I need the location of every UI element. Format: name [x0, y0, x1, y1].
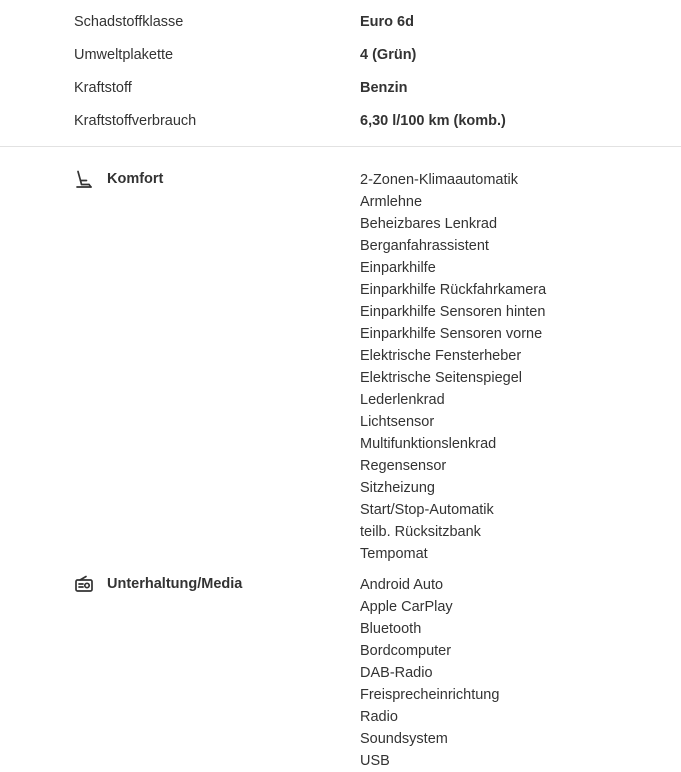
- car-seat-icon: [74, 169, 94, 189]
- spec-value: 6,30 l/100 km (komb.): [360, 113, 506, 129]
- list-item: DAB-Radio: [360, 665, 433, 681]
- category-title: Komfort: [107, 171, 164, 187]
- spec-label: Schadstoffklasse: [74, 14, 184, 30]
- spec-value: 4 (Grün): [360, 47, 417, 63]
- list-item: Armlehne: [360, 194, 423, 210]
- list-item: Berganfahrassistent: [360, 238, 489, 254]
- list-item: Elektrische Fensterheber: [360, 348, 522, 364]
- category-title: Unterhaltung/Media: [107, 576, 243, 592]
- list-item: Freisprecheinrichtung: [360, 687, 500, 703]
- list-item: Regensensor: [360, 458, 447, 474]
- list-item: Einparkhilfe: [360, 260, 436, 276]
- list-item: Einparkhilfe Sensoren hinten: [360, 304, 546, 320]
- list-item: 2-Zonen-Klimaautomatik: [360, 172, 518, 188]
- list-item: Bordcomputer: [360, 643, 452, 659]
- spec-row-kraftstoff: [0, 66, 681, 99]
- spec-row-schadstoffklasse: [0, 0, 681, 33]
- list-item: Bluetooth: [360, 621, 422, 637]
- list-item: teilb. Rücksitzbank: [360, 524, 481, 540]
- radio-icon: [74, 574, 94, 594]
- list-item: Android Auto: [360, 577, 444, 593]
- list-item: Tempomat: [360, 546, 428, 562]
- spec-label: Kraftstoff: [74, 80, 132, 96]
- feature-list: [360, 574, 499, 772]
- list-item: Start/Stop-Automatik: [360, 502, 494, 518]
- spec-value: Euro 6d: [360, 14, 414, 30]
- list-item: Multifunktionslenkrad: [360, 436, 497, 452]
- spec-value: Benzin: [360, 80, 408, 96]
- list-item: Einparkhilfe Sensoren vorne: [360, 326, 543, 342]
- list-item: Beheizbares Lenkrad: [360, 216, 498, 232]
- list-item: Apple CarPlay: [360, 599, 453, 615]
- spec-label: Kraftstoffverbrauch: [74, 113, 197, 129]
- list-item: Sitzheizung: [360, 480, 435, 496]
- list-item: Elektrische Seitenspiegel: [360, 370, 523, 386]
- list-item: Lichtsensor: [360, 414, 435, 430]
- list-item: Radio: [360, 709, 398, 725]
- spec-row-kraftstoffverbrauch: [0, 99, 681, 132]
- list-item: Soundsystem: [360, 731, 448, 747]
- list-item: USB: [360, 753, 390, 769]
- technical-specs: [0, 0, 681, 132]
- section-divider: [0, 146, 681, 147]
- spec-label: Umweltplakette: [74, 47, 174, 63]
- spec-row-umweltplakette: [0, 33, 681, 66]
- list-item: Lederlenkrad: [360, 392, 445, 408]
- list-item: Einparkhilfe Rückfahrkamera: [360, 282, 547, 298]
- feature-list: [360, 169, 546, 565]
